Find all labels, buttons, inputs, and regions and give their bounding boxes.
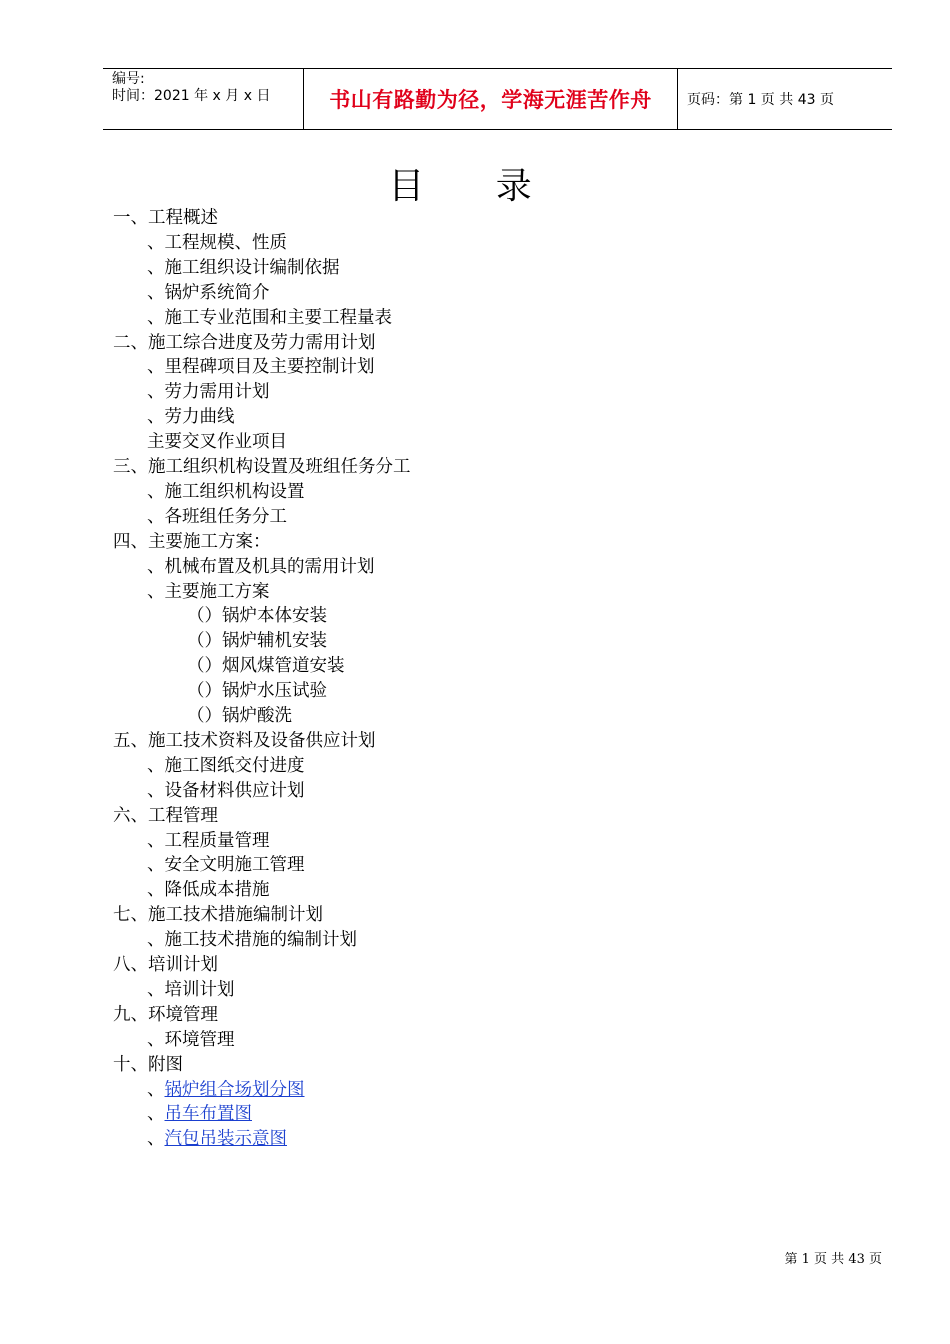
- toc-item: 八、培训计划: [113, 955, 218, 975]
- toc-item: 十、附图: [113, 1054, 183, 1075]
- toc-item[interactable]: [147, 1102, 252, 1127]
- number-label: 编号:: [112, 71, 145, 87]
- toc-item: （）锅炉水压试验: [187, 681, 327, 702]
- toc-item-prefix: 、: [147, 1129, 165, 1150]
- toc-item-prefix: 、: [147, 1104, 165, 1125]
- toc-item: 五、施工技术资料及设备供应计划: [113, 730, 376, 751]
- page-header: [103, 68, 892, 130]
- toc-item: 、主要施工方案: [147, 581, 270, 602]
- toc-item: 二、施工综合进度及劳力需用计划: [113, 332, 376, 353]
- toc-item: 四、主要施工方案：: [113, 531, 271, 552]
- page-title: 目 录: [388, 166, 562, 207]
- toc-item: 、各班组任务分工: [147, 506, 287, 527]
- toc-item: （）锅炉酸洗: [187, 706, 292, 726]
- toc-item: 、施工技术措施的编制计划: [147, 930, 357, 951]
- toc-item[interactable]: [147, 1078, 305, 1103]
- toc-item: 主要交叉作业项目: [147, 432, 287, 453]
- toc-link[interactable]: 汽包吊装示意图: [164, 1129, 287, 1150]
- header-slogan-cell: [304, 69, 678, 129]
- header-page-cell: [678, 69, 892, 129]
- toc-item-prefix: 、: [147, 1079, 165, 1100]
- toc-item: （）锅炉本体安装: [187, 606, 327, 627]
- toc-item: 、安全文明施工管理: [147, 855, 305, 876]
- toc-item: 、机械布置及机具的需用计划: [147, 556, 375, 577]
- toc-item: 、施工组织设计编制依据: [147, 257, 340, 278]
- time-label: 时间：2021 年 x 月 x 日: [112, 88, 271, 104]
- toc-item: 、劳力需用计划: [147, 382, 270, 403]
- toc-item: 、施工组织机构设置: [147, 481, 305, 502]
- toc-item: 、施工图纸交付进度: [147, 755, 305, 776]
- toc-item: 、里程碑项目及主要控制计划: [147, 357, 375, 378]
- toc-item: 六、工程管理: [113, 805, 218, 826]
- toc-item: 、设备材料供应计划: [147, 780, 305, 801]
- toc-item: 、劳力曲线: [147, 407, 235, 428]
- toc-item: 、环境管理: [147, 1029, 235, 1050]
- toc-item: 九、环境管理: [113, 1004, 218, 1025]
- toc-link[interactable]: 吊车布置图: [164, 1104, 252, 1125]
- toc-item[interactable]: [147, 1127, 287, 1152]
- toc-item: （）烟风煤管道安装: [187, 656, 345, 677]
- toc-item: 七、施工技术措施编制计划: [113, 905, 323, 926]
- toc-item: 一、工程概述: [113, 208, 218, 228]
- toc-item: （）锅炉辅机安装: [187, 631, 327, 652]
- toc-item: 三、施工组织机构设置及班组任务分工: [113, 457, 411, 477]
- toc-link[interactable]: 锅炉组合场划分图: [164, 1079, 305, 1100]
- header-meta-cell: [103, 69, 304, 129]
- toc-item: 、工程规模、性质: [147, 232, 287, 253]
- toc-item: 、培训计划: [147, 979, 235, 1000]
- header-page-info: 页码：第 1 页 共 43 页: [687, 92, 834, 108]
- toc-item: 、工程质量管理: [147, 830, 270, 851]
- toc-item: 、施工专业范围和主要工程量表: [147, 307, 392, 328]
- slogan: 书山有路勤为径，学海无涯苦作舟: [329, 88, 652, 112]
- footer-page-info: 第 1 页 共 43 页: [784, 1252, 882, 1267]
- toc-item: 、降低成本措施: [147, 880, 270, 901]
- toc-item: 、锅炉系统简介: [147, 282, 270, 303]
